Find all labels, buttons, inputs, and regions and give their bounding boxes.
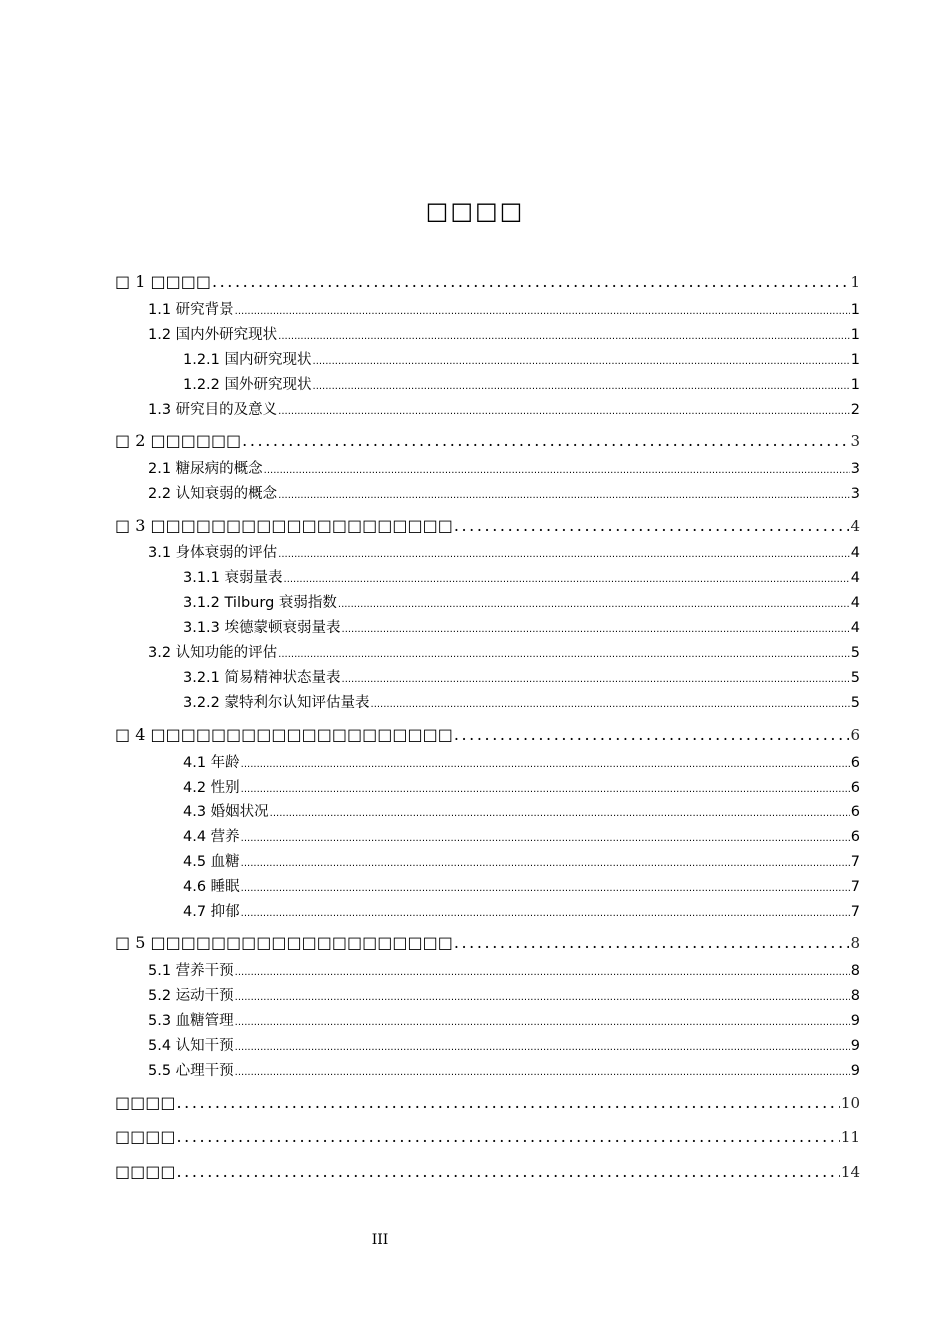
toc-entry-page: 6 [850, 804, 860, 820]
toc-entry-chapter-2[interactable] [115, 431, 860, 450]
leader-dots [241, 858, 850, 869]
toc-entry-label: 5.5 心理干预 [148, 1063, 234, 1079]
leader-dots [278, 490, 850, 501]
leader-dots [278, 406, 850, 417]
toc-entry-page: 6 [850, 726, 860, 744]
leader-dots [278, 331, 850, 342]
toc-entry-label: 3.1.2 Tilburg 衰弱指数 [183, 595, 337, 611]
toc-entry-label: 4.6 睡眠 [183, 879, 240, 895]
toc-entry-page: 10 [840, 1094, 860, 1112]
toc-entry-1-2-1[interactable] [183, 348, 860, 369]
leader-dots [338, 599, 850, 610]
toc-entry-4-7[interactable] [183, 900, 860, 921]
toc-entry-label: 3.1 身体衰弱的评估 [148, 545, 278, 561]
toc-entry-page: 2 [850, 402, 860, 418]
toc-entry-backmatter-3[interactable] [115, 1162, 860, 1181]
toc-entry-page: 1 [850, 352, 860, 368]
toc-entry-page: 5 [850, 670, 860, 686]
toc-entry-backmatter-2[interactable] [115, 1127, 860, 1146]
toc-entry-page: 6 [850, 755, 860, 771]
toc-entry-5-2[interactable] [148, 984, 860, 1005]
leader-dots [313, 381, 850, 392]
toc-entry-label: 4.4 营养 [183, 829, 240, 845]
toc-entry-5-5[interactable] [148, 1059, 860, 1080]
toc-entry-label: 5.1 营养干预 [148, 963, 234, 979]
toc-entry-page: 1 [850, 273, 860, 291]
toc-entry-label: 3.2.2 蒙特利尔认知评估量表 [183, 695, 370, 711]
toc-entry-chapter-3[interactable] [115, 516, 860, 535]
leader-dots [176, 1162, 839, 1181]
toc-entry-page: 4 [850, 545, 860, 561]
leader-dots [235, 967, 850, 978]
toc-entry-label: 3.1.1 衰弱量表 [183, 570, 283, 586]
toc-entry-page: 8 [850, 988, 860, 1004]
toc-entry-page: 4 [850, 570, 860, 586]
toc-entry-page: 7 [850, 904, 860, 920]
toc-entry-label: 5.3 血糖管理 [148, 1013, 234, 1029]
toc-entry-2-1[interactable] [148, 457, 860, 478]
leader-dots [235, 1017, 850, 1028]
leader-dots [264, 465, 850, 476]
leader-dots [454, 516, 850, 535]
toc-entry-3-2-1[interactable] [183, 666, 860, 687]
toc-entry-page: 9 [850, 1013, 860, 1029]
toc-entry-4-3[interactable] [183, 800, 860, 821]
leader-dots [241, 833, 850, 844]
toc-entry-page: 7 [850, 879, 860, 895]
leader-dots [212, 272, 850, 291]
toc-entry-3-1-1[interactable] [183, 566, 860, 587]
leader-dots [241, 784, 850, 795]
toc-entry-chapter-1[interactable] [115, 272, 860, 291]
leader-dots [371, 699, 850, 710]
toc-entry-label: 1.2.2 国外研究现状 [183, 377, 312, 393]
toc-entry-label: 4.1 年龄 [183, 755, 240, 771]
toc-entry-page: 7 [850, 854, 860, 870]
leader-dots [235, 1067, 850, 1078]
toc-entry-label: 3.2.1 简易精神状态量表 [183, 670, 341, 686]
toc-entry-page: 14 [840, 1163, 860, 1181]
toc-entry-label: 5.2 运动干预 [148, 988, 234, 1004]
toc-entry-label: 2.1 糖尿病的概念 [148, 461, 263, 477]
toc-entry-page: 8 [850, 963, 860, 979]
toc-entry-label: 4.5 血糖 [183, 854, 240, 870]
toc-entry-page: 6 [850, 780, 860, 796]
toc-entry-1-1[interactable] [148, 298, 860, 319]
leader-dots [241, 883, 850, 894]
toc-entry-page: 4 [850, 595, 860, 611]
toc-entry-label: □ 2 □□□□□□ [115, 431, 242, 450]
toc-entry-3-1-2[interactable] [183, 591, 860, 612]
leader-dots [235, 306, 850, 317]
toc-entry-label: □ 5 □□□□□□□□□□□□□□□□□□□□ [115, 933, 453, 952]
toc-entry-chapter-4[interactable] [115, 725, 860, 744]
toc-entry-label: 3.2 认知功能的评估 [148, 645, 278, 661]
leader-dots [235, 992, 850, 1003]
leader-dots [313, 356, 850, 367]
leader-dots [241, 908, 850, 919]
toc-entry-page: 9 [850, 1063, 860, 1079]
leader-dots [235, 1042, 850, 1053]
toc-entry-page: 3 [850, 461, 860, 477]
toc-entry-4-6[interactable] [183, 875, 860, 896]
toc-entry-label: 1.2.1 国内研究现状 [183, 352, 312, 368]
toc-heading: □□□□ [425, 196, 525, 225]
leader-dots [176, 1093, 839, 1112]
leader-dots [241, 759, 850, 770]
leader-dots [242, 431, 849, 450]
toc-entry-label: 1.1 研究背景 [148, 302, 234, 318]
leader-dots [454, 933, 850, 952]
toc-entry-page: 5 [850, 695, 860, 711]
toc-entry-page: 4 [850, 620, 860, 636]
toc-entry-2-2[interactable] [148, 482, 860, 503]
toc-entry-label: 5.4 认知干预 [148, 1038, 234, 1054]
leader-dots [284, 574, 850, 585]
toc-entry-backmatter-1[interactable] [115, 1093, 860, 1112]
toc-entry-page: 1 [850, 377, 860, 393]
toc-entry-label: □ 1 □□□□ [115, 272, 211, 291]
toc-entry-page: 3 [850, 432, 860, 450]
toc-entry-label: 3.1.3 埃德蒙顿衰弱量表 [183, 620, 341, 636]
leader-dots [278, 549, 850, 560]
toc-entry-label: □ 3 □□□□□□□□□□□□□□□□□□□□ [115, 516, 453, 535]
toc-entry-label: 1.3 研究目的及意义 [148, 402, 278, 418]
toc-entry-3-2-2[interactable] [183, 691, 860, 712]
page-number-footer: III [371, 1232, 389, 1248]
leader-dots [176, 1127, 839, 1146]
toc-entry-chapter-5[interactable] [115, 933, 860, 952]
toc-entry-3-1-3[interactable] [183, 616, 860, 637]
toc-entry-1-3[interactable] [148, 398, 860, 419]
toc-entry-page: 5 [850, 645, 860, 661]
leader-dots [270, 808, 850, 819]
leader-dots [278, 649, 850, 660]
toc-entry-1-2-2[interactable] [183, 373, 860, 394]
toc-entry-page: 3 [850, 486, 860, 502]
toc-entry-page: 1 [850, 302, 860, 318]
toc-entry-4-2[interactable] [183, 776, 860, 797]
leader-dots [342, 624, 850, 635]
toc-entry-4-4[interactable] [183, 825, 860, 846]
leader-dots [342, 674, 850, 685]
toc-entry-4-1[interactable] [183, 751, 860, 772]
toc-entry-3-1[interactable] [148, 541, 860, 562]
toc-entry-5-1[interactable] [148, 959, 860, 980]
toc-entry-5-3[interactable] [148, 1009, 860, 1030]
toc-entry-1-2[interactable] [148, 323, 860, 344]
toc-entry-page: 6 [850, 829, 860, 845]
toc-entry-label: 2.2 认知衰弱的概念 [148, 486, 278, 502]
toc-entry-label: □□□□ [115, 1127, 176, 1146]
toc-entry-label: □□□□ [115, 1093, 176, 1112]
toc-entry-page: 9 [850, 1038, 860, 1054]
toc-entry-page: 1 [850, 327, 860, 343]
leader-dots [454, 725, 850, 744]
toc-entry-label: □□□□ [115, 1162, 176, 1181]
toc-entry-4-5[interactable] [183, 850, 860, 871]
toc-entry-3-2[interactable] [148, 641, 860, 662]
toc-entry-page: 8 [850, 934, 860, 952]
toc-entry-label: 1.2 国内外研究现状 [148, 327, 278, 343]
toc-entry-label: 4.7 抑郁 [183, 904, 240, 920]
toc-entry-page: 4 [850, 517, 860, 535]
toc-entry-label: 4.3 婚姻状况 [183, 804, 269, 820]
toc-entry-label: 4.2 性别 [183, 780, 240, 796]
toc-entry-label: □ 4 □□□□□□□□□□□□□□□□□□□□ [115, 725, 453, 744]
toc-entry-page: 11 [840, 1128, 860, 1146]
toc-entry-5-4[interactable] [148, 1034, 860, 1055]
